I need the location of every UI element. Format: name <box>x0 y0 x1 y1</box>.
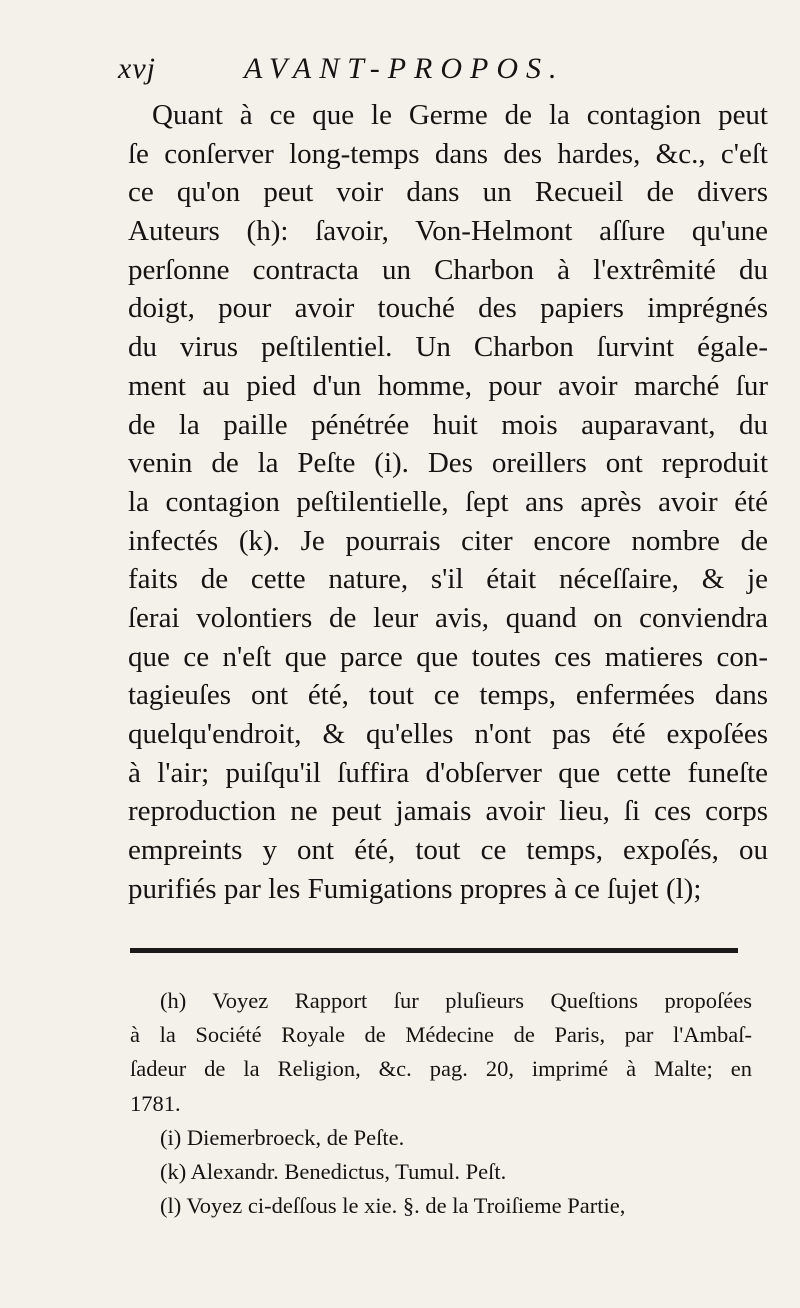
text-line: que ce n'eſt que parce que toutes ces matieres con- <box>128 640 768 673</box>
text-line: la contagion peſtilentielle, ſept ans après avoir été <box>128 485 768 518</box>
page-number: xvj <box>118 52 156 85</box>
text-line: ment au pied d'un homme, pour avoir marché ſur <box>128 369 768 402</box>
text-line: purifiés par les Fumigations propres à ce ſujet (l); <box>128 872 702 905</box>
main-text <box>128 96 768 908</box>
text-line: doigt, pour avoir touché des papiers imprégnés <box>128 292 768 325</box>
page-header <box>118 52 758 96</box>
footnote-line: (h) Voyez Rapport ſur pluſieurs Queſtions propoſées <box>160 988 752 1013</box>
footnote-line: 1781. <box>130 1090 181 1116</box>
text-line: perſonne contracta un Charbon à l'extrêmité du <box>128 253 768 286</box>
text-line: quelqu'endroit, & qu'elles n'ont pas été expoſées <box>128 718 768 750</box>
footnote-line: (k) Alexandr. Benedictus, Tumul. Peſt. <box>160 1158 507 1184</box>
text-line: Quant à ce que le Germe de la contagion peut <box>152 99 768 131</box>
running-title: AVANT-PROPOS. <box>244 52 565 85</box>
text-line: ce qu'on peut voir dans un Recueil de divers <box>128 176 768 209</box>
text-line: ſe conſerver long-temps dans des hardes, &c., c'eſt <box>128 137 768 170</box>
text-line: venin de la Peſte (i). Des oreillers ont reproduit <box>128 447 768 480</box>
text-line: Auteurs (h): ſavoir, Von-Helmont aſſure qu'une <box>128 215 768 248</box>
text-line: empreints y ont été, tout ce temps, expoſés, ou <box>128 834 768 867</box>
footnotes <box>130 984 752 1223</box>
text-line: du virus peſtilentiel. Un Charbon ſurvint égale- <box>128 331 768 364</box>
footnote-divider <box>130 948 738 953</box>
footnote-line: ſadeur de la Religion, &c. pag. 20, imprimé à Malte; en <box>130 1056 752 1082</box>
text-line: tagieuſes ont été, tout ce temps, enfermées dans <box>128 679 768 712</box>
text-line: ſerai volontiers de leur avis, quand on conviendra <box>128 601 768 634</box>
footnote-line: (l) Voyez ci-deſſous le xie. §. de la Troiſieme Partie, <box>160 1193 626 1219</box>
footnote-line: (i) Diemerbroeck, de Peſte. <box>160 1124 405 1150</box>
text-line: à l'air; puiſqu'il ſuffira d'obſerver que cette funeſte <box>128 756 768 789</box>
footnote-line: à la Société Royale de Médecine de Paris, par l'Ambaſ- <box>130 1022 752 1048</box>
text-line: reproduction ne peut jamais avoir lieu, ſi ces corps <box>128 795 768 828</box>
text-line: infectés (k). Je pourrais citer encore nombre de <box>128 524 768 557</box>
text-line: de la paille pénétrée huit mois auparavant, du <box>128 408 768 441</box>
text-line: faits de cette nature, s'il était néceſſaire, & je <box>128 563 768 596</box>
